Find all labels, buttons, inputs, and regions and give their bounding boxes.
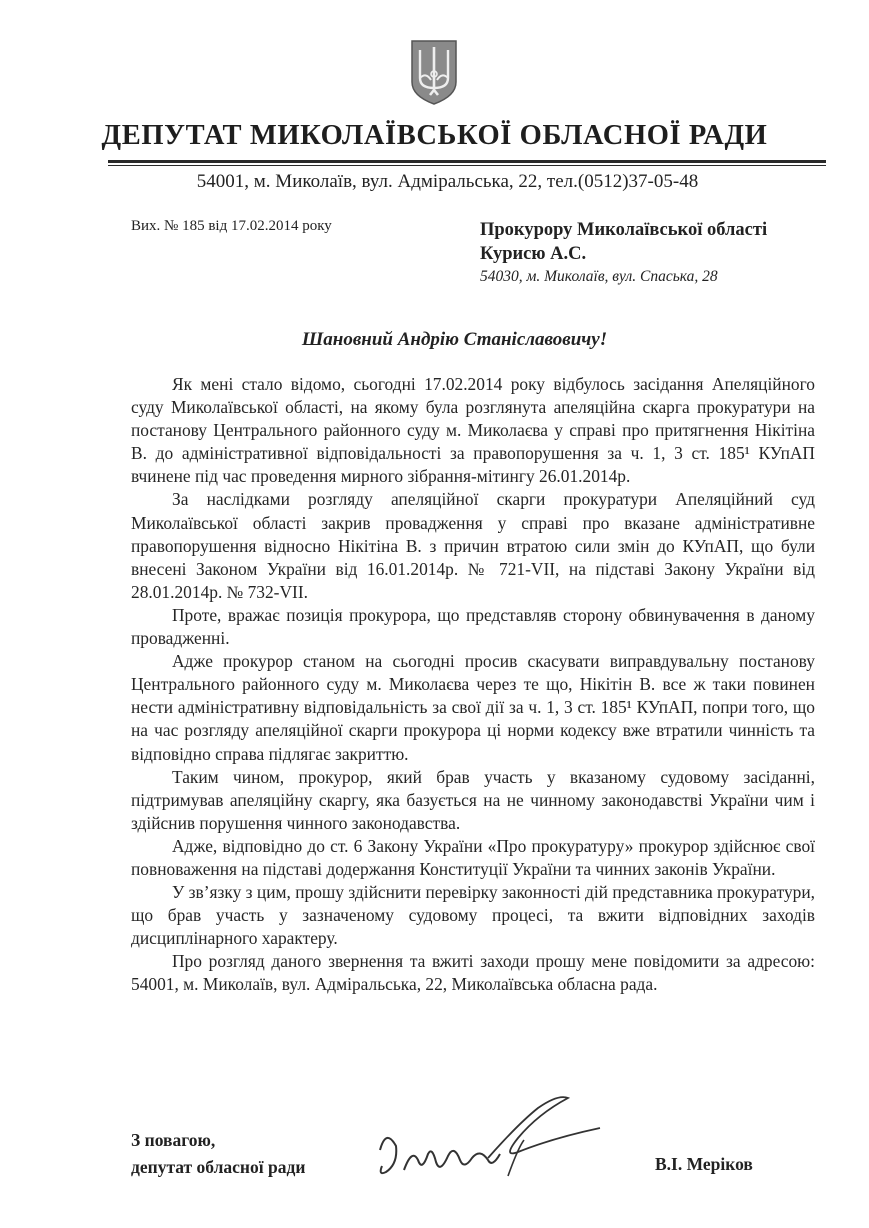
recipient-title: Прокурору Миколаївської області [480, 220, 768, 240]
recipient-name: Курисю А.С. [480, 244, 587, 264]
salutation: Шановний Андрію Станіславовичу! [301, 329, 608, 350]
body-paragraph: Таким чином, прокурор, який брав участь у вказаному судовому засіданні, підтримував апеляційну скаргу, яка базується на не чинному законодавстві України чим і здійснив порушення чинного законодавства. [131, 766, 815, 833]
recipient-block [480, 218, 767, 288]
closing-block [131, 1127, 305, 1181]
trident-coat-of-arms-icon [409, 38, 459, 106]
body-paragraph: Проте, вражає позиція прокурора, що представляв сторону обвинувачення в даному провадженні. [131, 604, 815, 649]
letterhead-address: 54001, м. Миколаїв, вул. Адміральська, 22, тел.(0512)37-05-48 [196, 171, 699, 192]
body-paragraph: Адже, відповідно до ст. 6 Закону України «Про прокуратуру» прокурор здійснює свої повноваження на підставі додержання Конституції України та чинних законів України. [131, 835, 815, 879]
letterhead-title: ДЕПУТАТ МИКОЛАЇВСЬКОЇ ОБЛАСНОЇ РАДИ [101, 120, 768, 151]
outgoing-number: Вих. № 185 від 17.02.2014 року [131, 218, 332, 234]
body-paragraph: За наслідками розгляду апеляційної скарги прокуратури Апеляційний суд Миколаївської області закрив провадження у справі про вказане адміністративне правопорушення відносно Нікітіна В. з причин втратою сили змін до КУпАП, що були внесені Законом України від 16.01.2014р. № 721-VII, на підставі Закону України від 28.01.2014р. № 732-VII. [131, 489, 815, 602]
closing-position: депутат обласної ради [131, 1157, 306, 1177]
body-paragraph: Адже прокурор станом на сьогодні просив скасувати виправдувальну постанову Центрального районного суду м. Миколаєва через те що, Нікітін В. все ж таки повинен нести адміністративну відповідальність за свої дії за ч. 1, 3 ст. 185¹ КУпАП, попри того, що на час розгляду апеляційної скарги прокурора ці норми кодексу вже втратили чинність та відповідно справа підлягає закриттю. [131, 651, 815, 764]
handwritten-signature [368, 1088, 618, 1188]
letterhead-divider [108, 160, 826, 163]
body-paragraph: Як мені стало відомо, сьогодні 17.02.2014 року відбулось засідання Апеляційного суду Миколаївської області, на якому була розглянута апеляційна скарга прокуратури на постанову Центрального районного суду м. Миколаєва у справі про притягнення Нікітіна В. до адміністративної відповідальності за правопорушення за ч. 1, 3 ст. 185¹ КУпАП вчинене під час проведення мирного зібрання-мітингу 26.01.2014р. [131, 374, 815, 487]
letterhead-divider-thin [108, 165, 826, 166]
closing-regards: З повагою, [131, 1130, 216, 1150]
body-paragraph: Про розгляд даного звернення та вжиті заходи прошу мене повідомити за адресою: 54001, м. Миколаїв, вул. Адміральська, 22, Миколаївська обласна рада. [131, 951, 815, 995]
body-paragraph: У зв’язку з цим, прошу здійснити перевірку законності дій представника прокуратури, що брав участь у зазначеному судовому процесі, та вжити відповідних заходів дисциплінарного характеру. [131, 882, 815, 949]
signer-name: В.І. Меріков [655, 1154, 753, 1174]
letter-body [131, 373, 815, 997]
recipient-address: 54030, м. Миколаїв, вул. Спаська, 28 [480, 268, 718, 285]
